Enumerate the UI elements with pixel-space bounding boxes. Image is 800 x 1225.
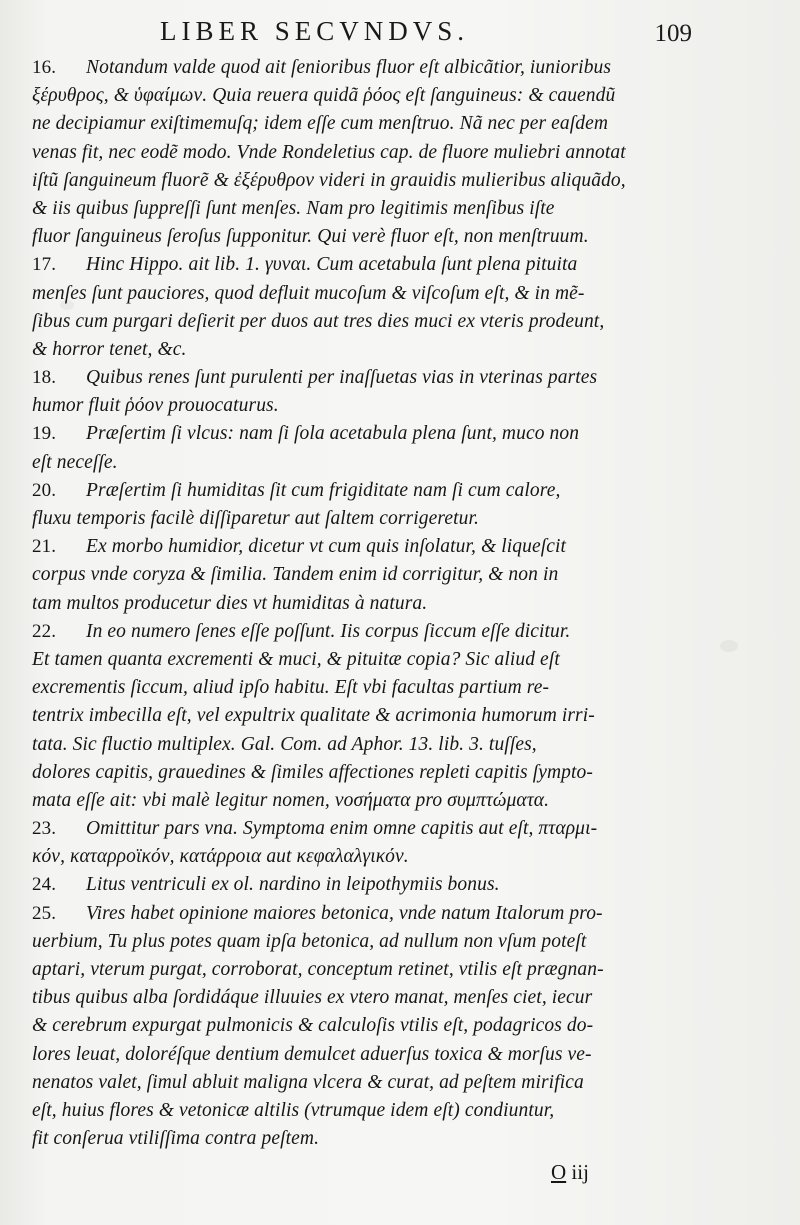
line-text: tata. Sic fluctio multiplex. Gal. Com. ad Aphor. 13. lib. 3. tuſſes, bbox=[32, 733, 537, 755]
text-line bbox=[32, 54, 698, 82]
annotation-paragraph bbox=[32, 900, 698, 1154]
text-line bbox=[32, 1069, 698, 1097]
line-text: venas fit, nec eodẽ modo. Vnde Rondeletius cap. de fluore muliebri annotat bbox=[32, 141, 626, 163]
line-text: Omittitur pars vna. Symptoma enim omne capitis aut eſt, πταρμι- bbox=[86, 818, 598, 840]
annotation-paragraph bbox=[32, 54, 698, 251]
text-line bbox=[32, 928, 698, 956]
running-title: LIBER SECVNDVS. bbox=[160, 16, 470, 46]
text-line bbox=[32, 1097, 698, 1125]
line-text: aptari, vterum purgat, corroborat, conceptum retinet, vtilis eſt prægnan- bbox=[32, 959, 604, 980]
line-text: dolores capitis, grauedines & ſimiles affectiones repleti capitis ſympto- bbox=[32, 761, 593, 783]
line-text: tibus quibus alba ſordidáque illuuies ex vtero manat, menſes ciet, iecur bbox=[32, 987, 593, 1009]
line-text: Notandum valde quod ait ſenioribus fluor eſt albicãtior, iunioribus bbox=[86, 57, 612, 78]
text-line bbox=[32, 223, 698, 251]
line-text: & cerebrum expurgat pulmonicis & calculoſis vtilis eſt, podagricos do- bbox=[32, 1015, 594, 1037]
line-text: fit conſerua vtiliſſima contra peſtem. bbox=[32, 1128, 320, 1150]
text-line bbox=[32, 505, 698, 533]
line-text: lores leuat, doloréſque dentium demulcet aduerſus toxica & morſus ve- bbox=[32, 1043, 592, 1065]
annotation-paragraph bbox=[32, 251, 698, 364]
text-line bbox=[32, 843, 698, 871]
line-text: Hinc Hippo. ait lib. 1. γυναι. Cum acetabula ſunt plena pituita bbox=[86, 254, 578, 276]
body-text bbox=[32, 54, 698, 1153]
annotation-paragraph bbox=[32, 477, 698, 533]
line-text: uerbium, Tu plus potes quam ipſa betonica, ad nullum non vſum poteſt bbox=[32, 930, 587, 952]
signature-letter: O bbox=[551, 1160, 567, 1184]
line-text: fluxu temporis facilè diſſiparetur aut ſaltem corrigeretur. bbox=[32, 508, 479, 529]
line-text: In eo numero ſenes eſſe poſſunt. Iis corpus ſiccum eſſe dicitur. bbox=[86, 620, 571, 642]
line-text: tentrix imbecilla eſt, vel expultrix qualitate & acrimonia humorum irri- bbox=[32, 705, 595, 727]
text-line bbox=[32, 759, 698, 787]
text-line bbox=[32, 308, 698, 336]
line-text: Et tamen quanta excrementi & muci, & pituitæ copia? Sic aliud eſt bbox=[32, 648, 560, 670]
annotation-paragraph bbox=[32, 815, 698, 871]
line-text: ſibus cum purgari deſierit per duos aut tres dies muci ex vteris prodeunt, bbox=[32, 310, 605, 332]
line-text: Ex morbo humidior, dicetur vt cum quis inſolatur, & liqueſcit bbox=[86, 536, 567, 558]
annotation-paragraph bbox=[32, 364, 698, 420]
paragraph-number: 17. bbox=[32, 254, 57, 276]
line-text: menſes ſunt pauciores, quod defluit mucoſum & viſcoſum eſt, & in mẽ- bbox=[32, 282, 585, 304]
annotation-paragraph bbox=[32, 618, 698, 815]
line-text: Vires habet opinione maiores betonica, vnde natum Italorum pro- bbox=[86, 902, 603, 924]
line-text: Præſertim ſi humiditas ſit cum frigiditate nam ſi cum calore, bbox=[86, 479, 561, 501]
paragraph-number: 19. bbox=[32, 423, 57, 445]
text-line bbox=[32, 420, 698, 448]
paragraph-number: 16. bbox=[32, 57, 57, 78]
text-line bbox=[32, 477, 698, 505]
text-line bbox=[32, 787, 698, 815]
text-line bbox=[32, 195, 698, 223]
line-text: eſt neceſſe. bbox=[32, 451, 118, 473]
line-text: iſtũ ſanguineum fluorẽ & ἐξέρυθρον videri in grauidis mulieribus aliquãdo, bbox=[32, 169, 626, 191]
line-text: & horror tenet, &c. bbox=[32, 338, 187, 360]
line-text: Litus ventriculi ex ol. nardino in leipothymiis bonus. bbox=[86, 874, 500, 896]
text-line bbox=[32, 392, 698, 420]
text-line bbox=[32, 956, 698, 984]
text-line bbox=[32, 139, 698, 167]
text-line bbox=[32, 449, 698, 477]
text-line bbox=[32, 336, 698, 364]
line-text: corpus vnde coryza & ſimilia. Tandem enim id corrigitur, & non in bbox=[32, 564, 559, 586]
page-number: 109 bbox=[654, 20, 692, 47]
text-line bbox=[32, 280, 698, 308]
line-text: tam multos producetur dies vt humiditas à natura. bbox=[32, 592, 428, 614]
line-text: eſt, huius flores & vetonicæ altilis (vtrumque idem eſt) condiuntur, bbox=[32, 1099, 555, 1121]
text-line bbox=[32, 815, 698, 843]
text-line bbox=[32, 533, 698, 561]
paragraph-number: 21. bbox=[32, 536, 57, 558]
line-text: κόν, καταρροϊκόν, κατάρροια aut κεφαλαλγικόν. bbox=[32, 846, 409, 868]
paragraph-number: 20. bbox=[32, 479, 57, 501]
signature-numeral: iij bbox=[571, 1160, 589, 1184]
annotation-paragraph bbox=[32, 533, 698, 618]
paragraph-number: 22. bbox=[32, 620, 57, 642]
line-text: humor fluit ῥόον prouocaturus. bbox=[32, 395, 279, 417]
text-line bbox=[32, 82, 698, 110]
line-text: ne decipiamur exiſtimemuſq; idem eſſe cum menſtruo. Nã nec per eaſdem bbox=[32, 113, 609, 135]
text-line bbox=[32, 984, 698, 1012]
line-text: & iis quibus ſuppreſſi ſunt menſes. Nam pro legitimis menſibus iſte bbox=[32, 197, 555, 219]
annotation-paragraph bbox=[32, 871, 698, 899]
text-line bbox=[32, 618, 698, 646]
text-line bbox=[32, 1125, 698, 1153]
line-text: fluor ſanguineus ſeroſus ſupponitur. Qui verè fluor eſt, non menſtruum. bbox=[32, 226, 589, 248]
annotation-paragraph bbox=[32, 420, 698, 476]
paper-stain bbox=[720, 640, 738, 652]
signature-mark bbox=[551, 1160, 589, 1185]
text-line bbox=[32, 871, 698, 899]
text-line bbox=[32, 1012, 698, 1040]
line-text: ξέρυθρος, & ὑφαίμων. Quia reuera quidã ῥόος eſt ſanguineus: & cauendũ bbox=[32, 85, 616, 107]
text-line bbox=[32, 900, 698, 928]
line-text: Præſertim ſi vlcus: nam ſi ſola acetabula plena ſunt, muco non bbox=[86, 423, 580, 445]
text-line bbox=[32, 561, 698, 589]
line-text: nenatos valet, ſimul abluit maligna vlcera & curat, ad peſtem mirifica bbox=[32, 1071, 584, 1093]
text-line bbox=[32, 674, 698, 702]
paragraph-number: 23. bbox=[32, 818, 57, 840]
text-line bbox=[32, 1041, 698, 1069]
text-line bbox=[32, 646, 698, 674]
text-line bbox=[32, 702, 698, 730]
text-line bbox=[32, 251, 698, 279]
text-line bbox=[32, 364, 698, 392]
text-line bbox=[32, 110, 698, 138]
paragraph-number: 25. bbox=[32, 902, 57, 924]
text-line bbox=[32, 731, 698, 759]
paragraph-number: 18. bbox=[32, 367, 57, 389]
text-line bbox=[32, 590, 698, 618]
paragraph-number: 24. bbox=[32, 874, 57, 896]
text-line bbox=[32, 167, 698, 195]
line-text: Quibus renes ſunt purulenti per inaſſuetas vias in vterinas partes bbox=[86, 367, 598, 389]
line-text: mata eſſe ait: vbi malè legitur nomen, νοσήματα pro συμπτώματα. bbox=[32, 789, 550, 811]
line-text: excrementis ſiccum, aliud ipſo habitu. Eſt vbi facultas partium re- bbox=[32, 677, 550, 699]
